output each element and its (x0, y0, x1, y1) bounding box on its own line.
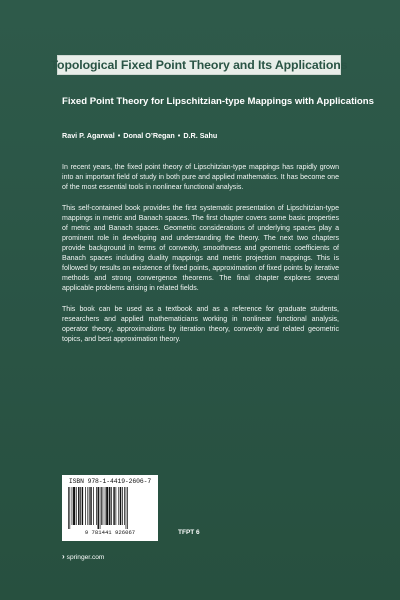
author-list (62, 131, 217, 140)
barcode-bar (80, 487, 81, 525)
author-name: Ravi P. Agarwal (62, 131, 115, 140)
author-name: D.R. Sahu (183, 131, 218, 140)
description-paragraph: This self-contained book provides the first systematic presentation of Lipschitzian-type mappings in metric and Banach spaces. The first chapter covers some basic properties of metric and Banach spaces. Geometric considerations of underlying spaces play a prominent role in developing and understanding the theory. The next two chapters provide background in terms of convexity, smoothness and geometric coefficients of Banach spaces including duality mappings and metric projection mappings. This is followed by results on existence of fixed points, approximation of fixed points by iterative methods and strong convergence theorems. The final chapter explores several applicable problems arising in related fields. (62, 204, 339, 292)
barcode-bar (106, 487, 108, 525)
barcode-bar (73, 487, 75, 525)
barcode-bar (113, 487, 114, 525)
barcode-bars (66, 487, 154, 529)
barcode-bar (118, 487, 119, 525)
barcode-bar (116, 487, 117, 525)
description-paragraph: In recent years, the fixed point theory of Lipschitzian-type mappings has rapidly grown into an important field of study in both pure and applied mathematics. It has become one of the most essential tools in nonlinear functional analysis. (62, 164, 339, 191)
barcode-bar (103, 487, 104, 525)
barcode-bar (82, 487, 83, 525)
author-separator: • (177, 131, 181, 140)
publisher-url: springer.com (66, 553, 105, 561)
barcode-bar (98, 487, 99, 529)
ean-digits: 9 781441 926067 (84, 529, 136, 536)
book-title: Fixed Point Theory for Lipschitzian-type Mappings with Applications (62, 96, 374, 107)
publisher-link[interactable] (62, 553, 104, 561)
barcode-bar (105, 487, 106, 525)
isbn-label: ISBN 978-1-4419-2606-7 (68, 478, 152, 485)
barcode-bar (126, 487, 127, 529)
barcode-bar (69, 487, 70, 529)
author-name: Donal O’Regan (123, 131, 175, 140)
barcode-bar (90, 487, 91, 525)
barcode-bar (122, 487, 123, 525)
barcode-bar (96, 487, 97, 525)
barcode-bar (68, 487, 69, 529)
barcode-bar (109, 487, 110, 525)
barcode-bar (93, 487, 94, 525)
barcode-bar (127, 487, 128, 529)
series-title-band (50, 55, 348, 75)
description-text (62, 163, 339, 355)
series-title: Topological Fixed Point Theory and Its Applications (50, 58, 348, 72)
barcode-bar (120, 487, 121, 525)
author-separator: • (117, 131, 121, 140)
description-paragraph: This book can be used as a textbook and as a reference for graduate students, researchers and applied mathematicians working in nonlinear functional analysis, operator theory, approximations by iteration theory, convexity and related geometric topics, and best approximation theory. (62, 305, 339, 343)
barcode-bar (76, 487, 77, 525)
barcode-bar (78, 487, 79, 525)
barcode-bar (101, 487, 102, 525)
isbn-barcode (62, 475, 158, 541)
barcode-bar (89, 487, 90, 525)
barcode-bar (85, 487, 86, 525)
barcode-bar (72, 487, 73, 525)
barcode-bar (100, 487, 101, 529)
barcode-bar (87, 487, 88, 525)
barcode-bar (124, 487, 125, 525)
barcode-bar (111, 487, 112, 525)
chevron-right-icon: › (62, 552, 65, 561)
series-code: TFPT 6 (178, 529, 200, 536)
